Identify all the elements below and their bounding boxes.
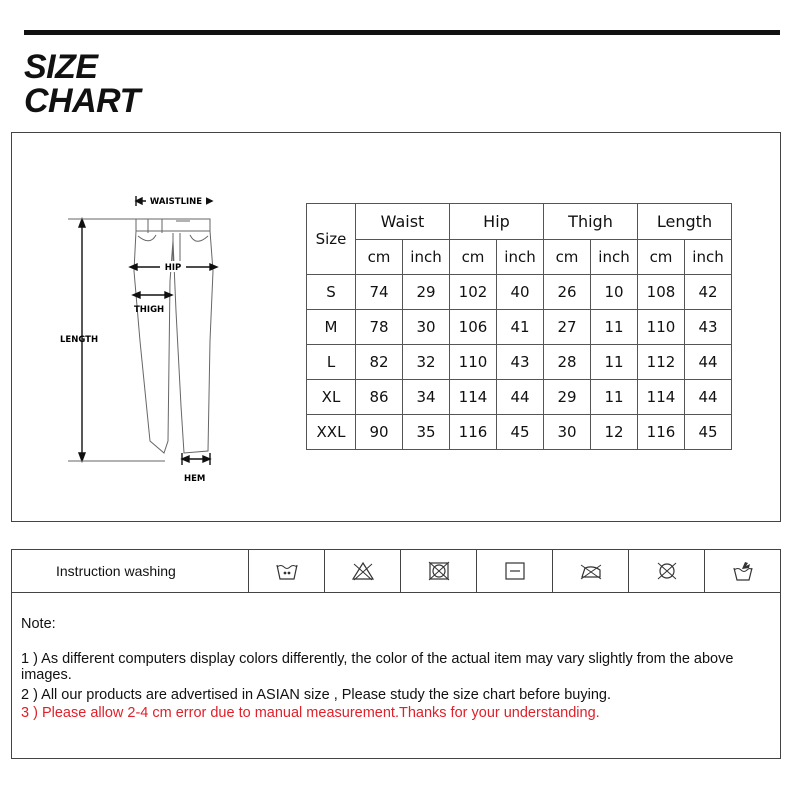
measurement-cell: 45: [497, 415, 544, 450]
note-item-2: 2 ) All our products are advertised in ASIAN size , Please study the size chart before buying.: [21, 687, 611, 703]
table-row: [307, 275, 732, 310]
wash-cell: [325, 550, 401, 592]
measurement-cell: 32: [403, 345, 450, 380]
measurement-cell: 27: [544, 310, 591, 345]
measurement-cell: 114: [450, 380, 497, 415]
measurement-cell: 26: [544, 275, 591, 310]
unit-header: cm: [356, 240, 403, 275]
washing-label: Instruction washing: [12, 550, 249, 592]
wash-cell: [249, 550, 325, 592]
wash-cell: [477, 550, 553, 592]
measurement-cell: 43: [685, 310, 732, 345]
measurement-cell: 114: [638, 380, 685, 415]
size-header: Size: [307, 204, 356, 275]
measurement-cell: 11: [591, 345, 638, 380]
hand-wash-icon: [731, 560, 755, 582]
measurement-cell: 43: [497, 345, 544, 380]
measurement-cell: 82: [356, 345, 403, 380]
table-row: [307, 345, 732, 380]
size-table: [306, 203, 732, 450]
measurement-cell: 90: [356, 415, 403, 450]
unit-header: inch: [403, 240, 450, 275]
measurement-cell: 110: [638, 310, 685, 345]
measurement-cell: 10: [591, 275, 638, 310]
hem-label: HEM: [184, 474, 206, 484]
top-rule: [24, 30, 780, 35]
wash-cell: [705, 550, 780, 592]
hip-header: Hip: [450, 204, 544, 240]
unit-header: inch: [685, 240, 732, 275]
measurement-cell: 86: [356, 380, 403, 415]
unit-header: inch: [497, 240, 544, 275]
note-item-3: 3 ) Please allow 2-4 cm error due to manual measurement.Thanks for your understanding.: [21, 705, 600, 721]
measurement-cell: 78: [356, 310, 403, 345]
measurement-cell: 12: [591, 415, 638, 450]
wash-cell: [401, 550, 477, 592]
length-label: LENGTH: [60, 335, 99, 345]
size-chart-panel: [11, 132, 781, 522]
waist-header: Waist: [356, 204, 450, 240]
title-line-2: CHART: [24, 82, 140, 120]
washing-instructions-bar: [11, 549, 781, 593]
notes-panel: [11, 593, 781, 759]
measurement-cell: 42: [685, 275, 732, 310]
measurement-cell: 116: [450, 415, 497, 450]
do-not-dry-clean-icon: [655, 560, 679, 582]
measurement-cell: 112: [638, 345, 685, 380]
thigh-header: Thigh: [544, 204, 638, 240]
size-cell: S: [307, 275, 356, 310]
measurement-cell: 29: [403, 275, 450, 310]
measurement-cell: 108: [638, 275, 685, 310]
table-row: [307, 415, 732, 450]
measurement-cell: 30: [403, 310, 450, 345]
length-header: Length: [638, 204, 732, 240]
note-item-1: 1 ) As different computers display colors differently, the color of the actual item may vary slightly from the above images.: [21, 651, 734, 683]
measurement-cell: 44: [685, 380, 732, 415]
measurement-cell: 41: [497, 310, 544, 345]
measurement-cell: 44: [497, 380, 544, 415]
size-cell: XXL: [307, 415, 356, 450]
measurement-cell: 30: [544, 415, 591, 450]
thigh-label: THIGH: [134, 305, 165, 315]
table-row: [307, 380, 732, 415]
size-cell: XL: [307, 380, 356, 415]
measurement-cell: 11: [591, 380, 638, 415]
note-title: Note:: [21, 616, 56, 632]
unit-header: cm: [638, 240, 685, 275]
measurement-cell: 106: [450, 310, 497, 345]
dry-flat-icon: [503, 560, 527, 582]
measurement-cell: 110: [450, 345, 497, 380]
measurement-cell: 45: [685, 415, 732, 450]
do-not-tumble-dry-icon: [427, 560, 451, 582]
measurement-cell: 28: [544, 345, 591, 380]
unit-header: inch: [591, 240, 638, 275]
measurement-cell: 11: [591, 310, 638, 345]
do-not-bleach-icon: [351, 560, 375, 582]
measurement-cell: 29: [544, 380, 591, 415]
pants-measurement-diagram: [60, 191, 230, 491]
iron-low-icon: [579, 560, 603, 582]
page-title: [24, 50, 140, 118]
size-cell: M: [307, 310, 356, 345]
unit-header: cm: [544, 240, 591, 275]
measurement-cell: 40: [497, 275, 544, 310]
measurement-cell: 116: [638, 415, 685, 450]
hip-label: HIP: [164, 263, 182, 273]
measurement-cell: 44: [685, 345, 732, 380]
measurement-cell: 35: [403, 415, 450, 450]
measurement-cell: 102: [450, 275, 497, 310]
hand-wash-30-icon: [275, 560, 299, 582]
size-cell: L: [307, 345, 356, 380]
wash-cell: [553, 550, 629, 592]
title-line-1: SIZE: [24, 48, 98, 86]
measurement-cell: 34: [403, 380, 450, 415]
waistline-label: WAISTLINE: [149, 197, 203, 207]
unit-header: cm: [450, 240, 497, 275]
table-row: [307, 310, 732, 345]
wash-cell: [629, 550, 705, 592]
measurement-cell: 74: [356, 275, 403, 310]
